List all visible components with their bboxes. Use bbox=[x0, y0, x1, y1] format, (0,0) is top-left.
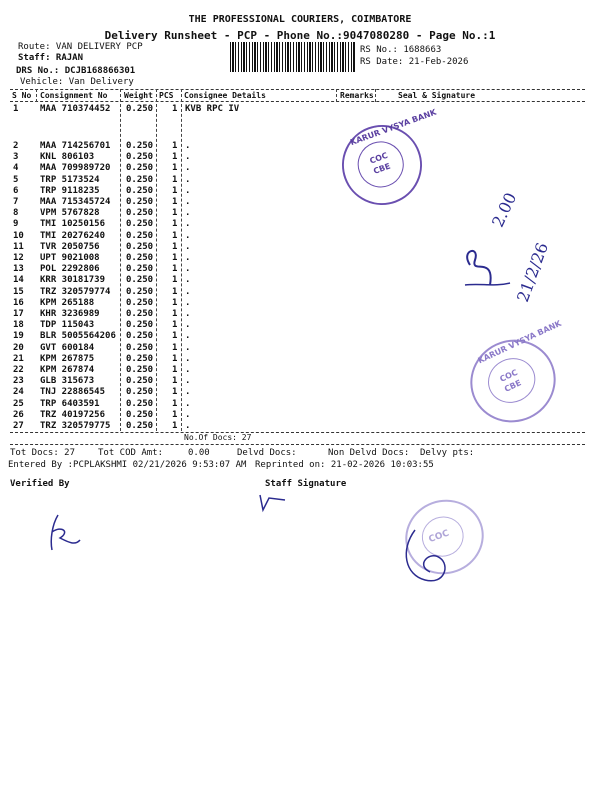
row-consignment-no: MAA 714256701 bbox=[40, 141, 111, 151]
non-delvd-docs: Non Delvd Docs: bbox=[328, 448, 410, 458]
no-of-docs: No.Of Docs: 27 bbox=[184, 433, 252, 442]
row-consignee: . bbox=[185, 409, 191, 420]
row-weight: 0.250 bbox=[126, 174, 154, 185]
row-weight: 0.250 bbox=[126, 398, 154, 409]
row-weight: 0.250 bbox=[126, 331, 154, 342]
row-sno: 12 bbox=[13, 253, 24, 263]
col-sep bbox=[120, 89, 121, 431]
col-sep bbox=[36, 89, 37, 102]
row-consignment-no: TRZ 320579775 bbox=[40, 421, 111, 431]
row-weight: 0.250 bbox=[126, 342, 154, 353]
handwritten-note-1: 2.00 bbox=[488, 189, 521, 231]
drs-number: DRS No.: DCJB168866301 bbox=[16, 66, 136, 76]
row-sno: 7 bbox=[13, 197, 19, 207]
row-sno: 5 bbox=[13, 174, 19, 185]
row-weight: 0.250 bbox=[126, 297, 154, 308]
row-pcs: 1 bbox=[172, 320, 178, 331]
row-sno: 17 bbox=[13, 309, 24, 319]
row-consignment-no: KPM 267874 bbox=[40, 365, 95, 375]
row-weight: 0.250 bbox=[126, 241, 154, 252]
row-consignee: . bbox=[185, 230, 191, 241]
row-sno: 10 bbox=[13, 230, 24, 241]
row-pcs: 1 bbox=[172, 163, 178, 174]
header-weight: Weight bbox=[124, 91, 153, 100]
footer-signature-scrawl bbox=[395, 520, 465, 595]
row-consignee: . bbox=[185, 253, 191, 263]
row-weight: 0.250 bbox=[126, 219, 154, 230]
row-consignee: . bbox=[185, 297, 191, 308]
row-consignment-no: KPM 265188 bbox=[40, 297, 95, 308]
header-consignee: Consignee Details bbox=[184, 91, 266, 100]
row-consignee: . bbox=[185, 353, 191, 364]
row-pcs: 1 bbox=[172, 241, 178, 252]
row-sno: 22 bbox=[13, 365, 24, 375]
row-consignee: . bbox=[185, 342, 191, 353]
header-sno: S No bbox=[12, 91, 32, 100]
row-consignee: . bbox=[185, 141, 191, 151]
row-pcs: 1 bbox=[172, 409, 178, 420]
row-sno: 24 bbox=[13, 387, 24, 398]
row-pcs: 1 bbox=[172, 141, 178, 151]
row-weight: 0.250 bbox=[126, 197, 154, 207]
row-sno: 2 bbox=[13, 141, 19, 151]
bank-stamp-footer: COC bbox=[395, 489, 495, 586]
rs-date: RS Date: 21-Feb-2026 bbox=[360, 57, 469, 67]
row-sno: 26 bbox=[13, 409, 24, 420]
row-consignment-no: MAA 715345724 bbox=[40, 197, 111, 207]
row-sno: 16 bbox=[13, 297, 24, 308]
col-sep bbox=[375, 89, 376, 102]
row-consignee: . bbox=[185, 219, 191, 230]
row-consignee: . bbox=[185, 421, 191, 431]
row-weight: 0.250 bbox=[126, 309, 154, 319]
row-weight: 0.250 bbox=[126, 353, 154, 364]
row-consignment-no: GVT 600184 bbox=[40, 342, 95, 353]
row-consignee: . bbox=[185, 387, 191, 398]
col-sep bbox=[181, 89, 182, 431]
verified-signature bbox=[40, 510, 90, 555]
row-consignment-no: KRR 30181739 bbox=[40, 275, 106, 286]
row-sno: 1 bbox=[13, 104, 19, 114]
row-sno: 4 bbox=[13, 163, 19, 174]
row-pcs: 1 bbox=[172, 286, 178, 297]
row-weight: 0.250 bbox=[126, 152, 154, 163]
row-weight: 0.250 bbox=[126, 208, 154, 219]
row-consignee: . bbox=[185, 331, 191, 342]
row-pcs: 1 bbox=[172, 185, 178, 196]
row-pcs: 1 bbox=[172, 208, 178, 219]
col-sep bbox=[336, 89, 337, 102]
table-bottom-rule bbox=[10, 432, 585, 433]
row-pcs: 1 bbox=[172, 331, 178, 342]
verified-by-label: Verified By bbox=[10, 479, 70, 489]
route-label: Route: VAN DELIVERY PCP bbox=[18, 42, 143, 52]
header-seal-signature: Seal & Signature bbox=[398, 91, 476, 100]
row-consignment-no: TVR 2050756 bbox=[40, 241, 100, 252]
row-consignee: . bbox=[185, 286, 191, 297]
row-sno: 15 bbox=[13, 286, 24, 297]
row-consignment-no: MAA 710374452 bbox=[40, 104, 111, 114]
tot-docs: Tot Docs: 27 bbox=[10, 448, 76, 458]
row-consignment-no: TRP 6403591 bbox=[40, 398, 100, 409]
staff-signature-label: Staff Signature bbox=[265, 479, 347, 489]
row-consignee: . bbox=[185, 197, 191, 207]
row-consignee: . bbox=[185, 398, 191, 409]
row-pcs: 1 bbox=[172, 264, 178, 275]
bank-stamp-faded: KARUR VYSYA BANK COC CBE bbox=[457, 326, 570, 437]
runsheet-subtitle: Delivery Runsheet - PCP - Phone No.:9047080280 - Page No.:1 bbox=[104, 29, 496, 42]
row-consignment-no: MAA 709989720 bbox=[40, 163, 111, 174]
row-pcs: 1 bbox=[172, 104, 178, 114]
row-pcs: 1 bbox=[172, 152, 178, 163]
row-weight: 0.250 bbox=[126, 185, 154, 196]
row-weight: 0.250 bbox=[126, 264, 154, 275]
row-sno: 19 bbox=[13, 331, 24, 342]
row-consignee: . bbox=[185, 152, 191, 163]
row-weight: 0.250 bbox=[126, 230, 154, 241]
row-consignment-no: TRP 9118235 bbox=[40, 185, 100, 196]
row-sno: 9 bbox=[13, 219, 19, 230]
col-sep bbox=[156, 89, 157, 431]
header-consignment: Consignment No bbox=[40, 91, 108, 100]
row-consignee: . bbox=[185, 309, 191, 319]
row-weight: 0.250 bbox=[126, 421, 154, 431]
row-consignee: . bbox=[185, 208, 191, 219]
row-pcs: 1 bbox=[172, 387, 178, 398]
row-pcs: 1 bbox=[172, 275, 178, 286]
staff-label: Staff: RAJAN bbox=[18, 53, 84, 63]
row-sno: 21 bbox=[13, 353, 24, 364]
row-consignee: . bbox=[185, 264, 191, 275]
row-sno: 23 bbox=[13, 376, 24, 387]
row-consignee: . bbox=[185, 320, 191, 331]
barcode bbox=[230, 42, 355, 72]
row-sno: 27 bbox=[13, 421, 24, 431]
row-consignment-no: BLR 5005564206 bbox=[40, 331, 116, 342]
footer-rule bbox=[10, 444, 585, 445]
row-sno: 3 bbox=[13, 152, 19, 163]
row-pcs: 1 bbox=[172, 297, 178, 308]
row-pcs: 1 bbox=[172, 174, 178, 185]
row-weight: 0.250 bbox=[126, 163, 154, 174]
header-pcs: PCS bbox=[159, 91, 174, 100]
row-consignee: . bbox=[185, 174, 191, 185]
tot-cod-value: 0.00 bbox=[188, 448, 210, 458]
row-pcs: 1 bbox=[172, 398, 178, 409]
vehicle-label: Vehicle: Van Delivery bbox=[20, 77, 134, 87]
tot-cod-label: Tot COD Amt: bbox=[98, 448, 164, 458]
row-consignment-no: VPM 5767828 bbox=[40, 208, 100, 219]
row-pcs: 1 bbox=[172, 376, 178, 387]
row-sno: 11 bbox=[13, 241, 24, 252]
row-consignment-no: KPM 267875 bbox=[40, 353, 95, 364]
row-sno: 8 bbox=[13, 208, 19, 219]
row-pcs: 1 bbox=[172, 365, 178, 375]
company-title: THE PROFESSIONAL COURIERS, COIMBATORE bbox=[188, 14, 412, 25]
entered-by: Entered By :PCPLAKSHMI 02/21/2026 9:53:07 AM bbox=[8, 460, 247, 470]
rs-number: RS No.: 1688663 bbox=[360, 45, 442, 55]
delvd-docs: Delvd Docs: bbox=[237, 448, 297, 458]
row-consignee: . bbox=[185, 241, 191, 252]
row-consignment-no: GLB 315673 bbox=[40, 376, 95, 387]
row-consignment-no: TRZ 320579774 bbox=[40, 286, 111, 297]
row-pcs: 1 bbox=[172, 421, 178, 431]
row-consignee: . bbox=[185, 376, 191, 387]
row-pcs: 1 bbox=[172, 230, 178, 241]
row-consignee: KVB RPC IV bbox=[185, 104, 240, 114]
bank-stamp: KARUR VYSYA BANK COC CBE bbox=[331, 114, 434, 217]
row-consignment-no: TDP 115043 bbox=[40, 320, 95, 331]
row-weight: 0.250 bbox=[126, 141, 154, 151]
row-consignment-no: TRP 5173524 bbox=[40, 174, 100, 185]
row-pcs: 1 bbox=[172, 197, 178, 207]
header-remarks: Remarks bbox=[340, 91, 374, 100]
row-sno: 18 bbox=[13, 320, 24, 331]
row-consignment-no: KNL 806103 bbox=[40, 152, 95, 163]
row-pcs: 1 bbox=[172, 309, 178, 319]
row-weight: 0.250 bbox=[126, 409, 154, 420]
row-weight: 0.250 bbox=[126, 320, 154, 331]
row-weight: 0.250 bbox=[126, 286, 154, 297]
row-sno: 25 bbox=[13, 398, 24, 409]
row-sno: 6 bbox=[13, 185, 19, 196]
reprinted-on: Reprinted on: 21-02-2026 10:03:55 bbox=[255, 460, 434, 470]
row-consignment-no: KHR 3236989 bbox=[40, 309, 100, 319]
delvy-pts: Delvy pts: bbox=[420, 448, 475, 458]
row-consignment-no: TMI 20276240 bbox=[40, 230, 106, 241]
staff-signature-mark bbox=[255, 490, 295, 515]
row-pcs: 1 bbox=[172, 353, 178, 364]
row-sno: 13 bbox=[13, 264, 24, 275]
row-weight: 0.250 bbox=[126, 275, 154, 286]
row-consignment-no: TMI 10250156 bbox=[40, 219, 106, 230]
row-consignee: . bbox=[185, 163, 191, 174]
row-weight: 0.250 bbox=[126, 253, 154, 263]
table-header-rule bbox=[10, 101, 585, 102]
row-consignee: . bbox=[185, 185, 191, 196]
row-weight: 0.250 bbox=[126, 376, 154, 387]
row-consignment-no: TRZ 40197256 bbox=[40, 409, 106, 420]
row-pcs: 1 bbox=[172, 342, 178, 353]
row-sno: 20 bbox=[13, 342, 24, 353]
row-sno: 14 bbox=[13, 275, 24, 286]
row-weight: 0.250 bbox=[126, 365, 154, 375]
table-top-rule bbox=[10, 89, 585, 90]
row-weight: 0.250 bbox=[126, 387, 154, 398]
handwritten-note-2: 21/2/26 bbox=[513, 240, 552, 305]
row-consignee: . bbox=[185, 275, 191, 286]
row-consignment-no: UPT 9021008 bbox=[40, 253, 100, 263]
row-weight: 0.250 bbox=[126, 104, 154, 114]
row-consignee: . bbox=[185, 365, 191, 375]
row-pcs: 1 bbox=[172, 253, 178, 263]
row-consignment-no: POL 2292806 bbox=[40, 264, 100, 275]
row-pcs: 1 bbox=[172, 219, 178, 230]
row-consignment-no: TNJ 22886545 bbox=[40, 387, 106, 398]
